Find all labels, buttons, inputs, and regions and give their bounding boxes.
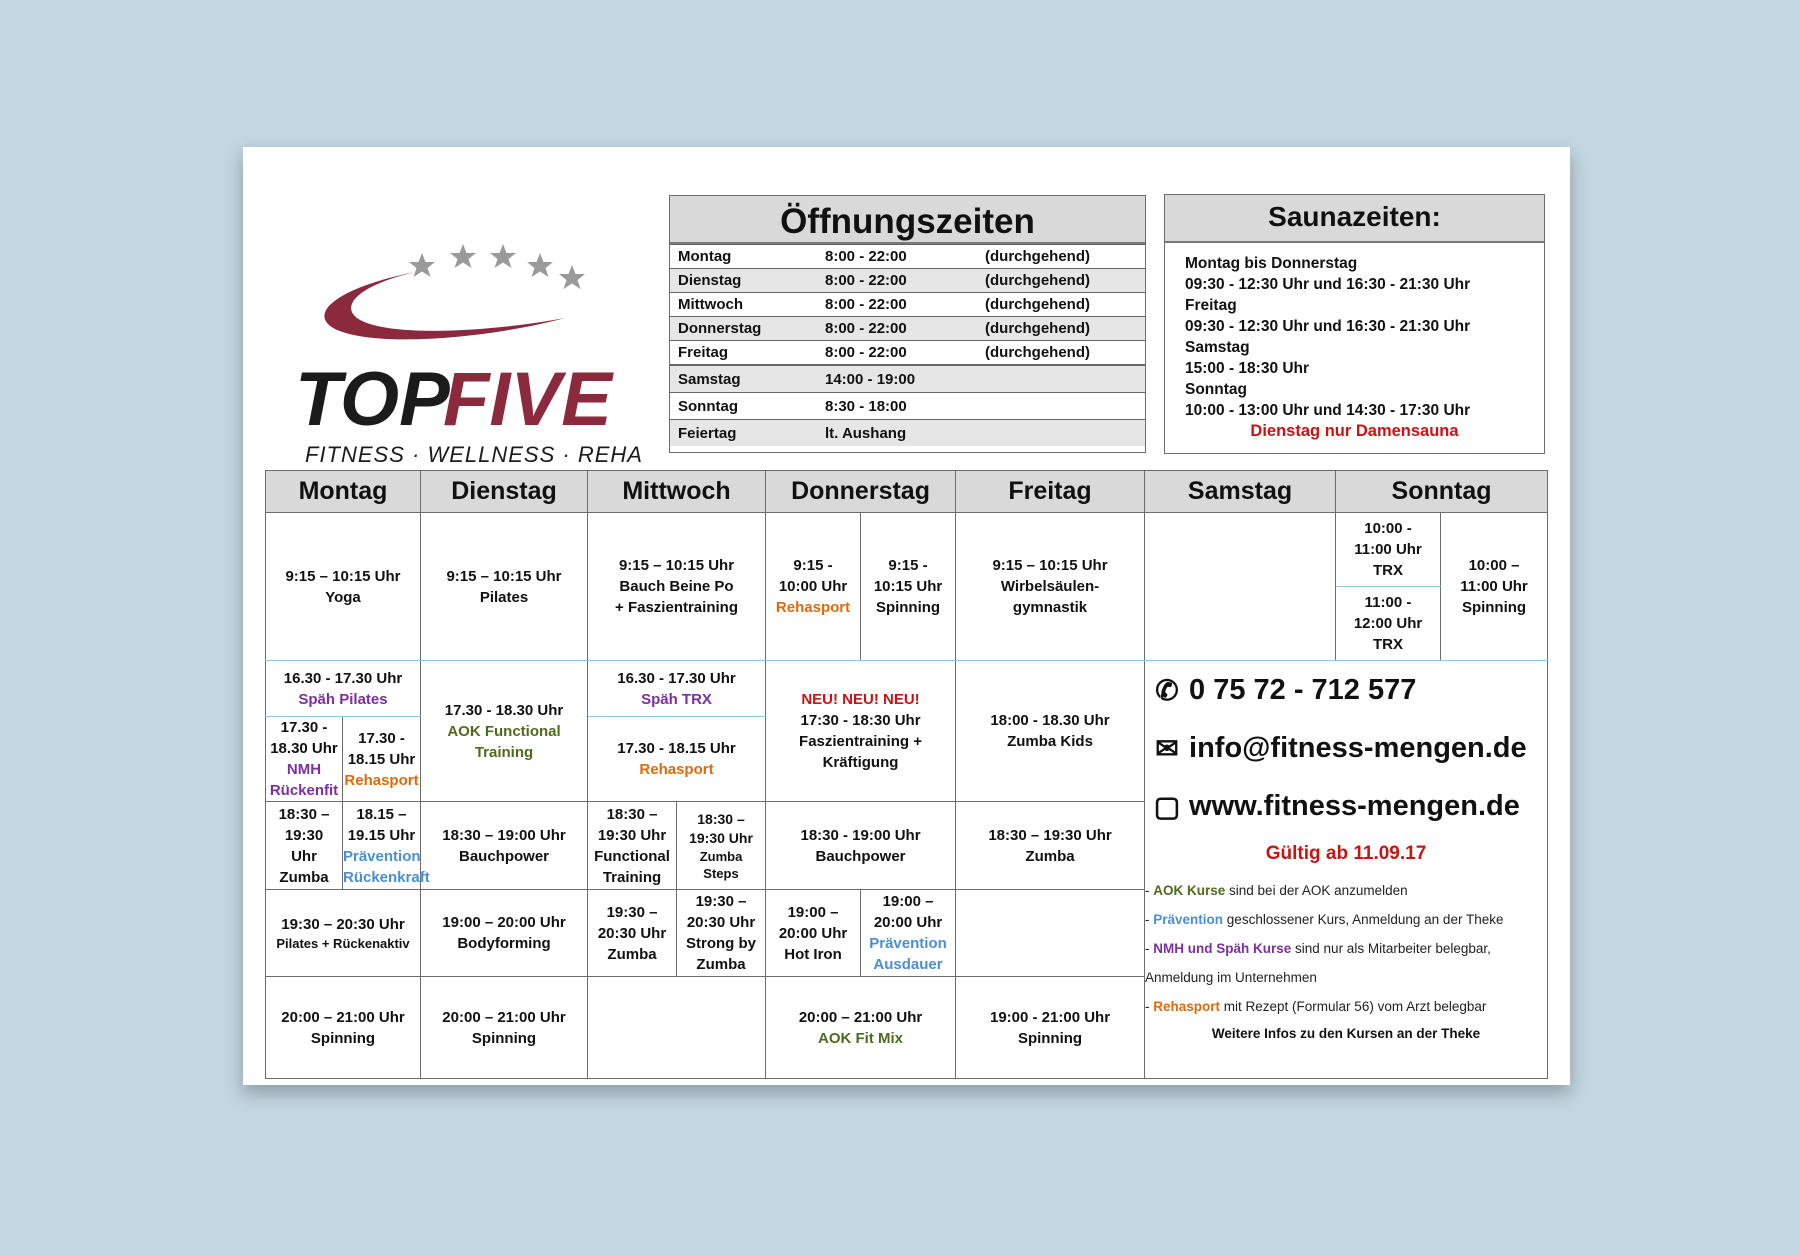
schedule-poster xyxy=(243,147,1570,1085)
course-time: 19:00 – 20:00 Uhr xyxy=(442,914,566,931)
course-time: 19:00 – xyxy=(787,903,839,921)
note-prefix: - xyxy=(1145,883,1154,898)
course-cell xyxy=(421,890,588,977)
course-name: Strong by xyxy=(686,935,756,952)
course-cell xyxy=(588,717,766,802)
note-prefix: - xyxy=(1145,999,1154,1014)
course-time: 16.30 - 17.30 Uhr xyxy=(617,669,736,687)
course-cell xyxy=(766,890,861,977)
course-time: 18:30 – 19:30 Uhr xyxy=(988,826,1112,844)
day-header-sonntag: Sonntag xyxy=(1336,471,1548,513)
course-time: 18:30 – xyxy=(278,805,330,823)
course-name: Functional xyxy=(594,847,670,865)
day-header-mittwoch: Mittwoch xyxy=(588,471,766,513)
course-cell xyxy=(588,890,677,977)
note-line xyxy=(1145,905,1547,934)
note-key: NMH und Späh Kurse xyxy=(1153,941,1292,956)
course-time: 18.15 – xyxy=(356,805,407,823)
more-info-note: Weitere Infos zu den Kursen an der Theke xyxy=(1211,1026,1481,1041)
course-name: Wirbelsäulen- xyxy=(1000,578,1100,595)
course-time: 18:30 – 19:00 Uhr xyxy=(442,826,566,844)
course-time: 19:30 Uhr xyxy=(689,829,753,846)
course-name: + Faszientraining xyxy=(615,599,738,616)
day-header-dienstag: Dienstag xyxy=(421,471,588,513)
course-time: 10:00 - xyxy=(1364,520,1412,537)
course-cell xyxy=(1336,587,1441,661)
empty-cell xyxy=(956,890,1145,977)
course-time: 9:15 – 10:15 Uhr xyxy=(446,567,562,585)
logo-tagline: FITNESS · WELLNESS · REHA xyxy=(305,442,643,467)
course-time: 18:30 – xyxy=(697,810,745,827)
course-cell xyxy=(588,661,766,717)
sauna-line: 15:00 - 18:30 Uhr xyxy=(1185,360,1310,377)
course-name: Rehasport xyxy=(344,771,419,789)
course-time: 9:15 – 10:15 Uhr xyxy=(618,557,735,574)
sauna-line: Sonntag xyxy=(1185,381,1247,398)
course-time: 20:00 – 21:00 Uhr xyxy=(442,1008,566,1026)
course-name: TRX xyxy=(1373,562,1404,579)
note-key: Prävention xyxy=(1153,912,1224,927)
course-time: 10:15 Uhr xyxy=(873,578,943,595)
course-cell xyxy=(266,890,421,977)
contact-info-area xyxy=(1145,661,1548,1079)
envelope-icon: ✉ xyxy=(1155,732,1179,764)
course-cell xyxy=(1336,513,1441,587)
course-name: Training xyxy=(602,868,662,886)
note-line xyxy=(1145,992,1547,1021)
opening-row xyxy=(670,419,1145,446)
course-cell xyxy=(266,977,421,1079)
empty-cell xyxy=(588,977,766,1079)
course-name: Zumba xyxy=(699,848,743,864)
course-name: Prävention xyxy=(343,847,421,865)
course-time: 18:30 - 19:00 Uhr xyxy=(800,826,921,844)
course-time: 10:00 – xyxy=(1468,557,1520,574)
course-time: 11:00 Uhr xyxy=(1460,578,1528,595)
course-cell xyxy=(677,802,766,890)
course-name: TRX xyxy=(1373,636,1404,653)
course-name: Ausdauer xyxy=(873,956,943,973)
course-time: 20:00 Uhr xyxy=(873,914,943,931)
opening-row xyxy=(670,392,1145,419)
course-cell xyxy=(861,513,956,661)
note-text: geschlossener Kurs, Anmeldung an der Theke xyxy=(1223,912,1504,927)
opening-day: Mittwoch xyxy=(678,296,743,313)
course-cell xyxy=(266,717,343,802)
note-key: AOK Kurse xyxy=(1153,883,1226,898)
opening-day: Montag xyxy=(678,248,732,265)
course-cell xyxy=(766,977,956,1079)
opening-row xyxy=(670,292,1145,316)
course-name: Spinning xyxy=(1017,1029,1083,1047)
web-line xyxy=(1145,777,1547,835)
course-name: AOK Fit Mix xyxy=(818,1029,904,1047)
course-name: Zumba xyxy=(607,945,657,963)
course-name: NMH xyxy=(286,761,322,778)
day-header-freitag: Freitag xyxy=(956,471,1145,513)
course-cell xyxy=(1441,513,1548,661)
course-time: 20:00 Uhr xyxy=(778,924,848,942)
course-time: 19:30 xyxy=(284,826,324,844)
opening-hours-title: Öffnungszeiten xyxy=(670,196,1145,244)
course-cell xyxy=(266,802,343,890)
course-cell xyxy=(588,513,766,661)
course-name: Späh Pilates xyxy=(298,690,388,708)
opening-time: 8:00 - 22:00 xyxy=(825,248,907,265)
note-line xyxy=(1145,876,1547,905)
top-five-logo xyxy=(265,180,665,470)
course-name: Spinning xyxy=(471,1029,537,1047)
note-prefix: - xyxy=(1145,912,1154,927)
course-time: 18:30 – xyxy=(606,805,658,823)
opening-day: Feiertag xyxy=(678,424,737,442)
course-name: Steps xyxy=(703,865,739,881)
course-name: Zumba xyxy=(1025,847,1075,865)
logo-graphic xyxy=(265,180,665,470)
opening-note: (durchgehend) xyxy=(985,296,1090,313)
day-header-montag: Montag xyxy=(266,471,421,513)
course-name: Späh TRX xyxy=(641,690,712,708)
note-text: mit Rezept (Formular 56) vom Arzt belegbar xyxy=(1220,999,1487,1014)
website-url[interactable]: www.fitness-mengen.de xyxy=(1189,789,1520,822)
note-text: sind nur als Mitarbeiter belegbar, xyxy=(1291,941,1491,956)
course-time: 20:00 – 21:00 Uhr xyxy=(281,1008,405,1026)
note-prefix: - xyxy=(1145,941,1154,956)
course-name: Faszientraining + xyxy=(799,733,922,750)
course-name: Bodyforming xyxy=(457,935,551,952)
course-time: 12:00 Uhr xyxy=(1353,615,1423,632)
course-cell xyxy=(677,890,766,977)
course-time: 19.15 Uhr xyxy=(347,826,416,844)
course-name: Bauch Beine Po xyxy=(619,578,734,595)
note-key: Rehasport xyxy=(1153,999,1221,1014)
opening-day: Freitag xyxy=(678,344,729,361)
opening-time: 8:30 - 18:00 xyxy=(825,397,907,415)
course-name: Rückenfit xyxy=(269,782,339,799)
opening-row xyxy=(670,316,1145,340)
course-name: Pilates xyxy=(479,588,529,606)
phone-number: 0 75 72 - 712 577 xyxy=(1189,673,1417,706)
opening-time: 14:00 - 19:00 xyxy=(825,370,916,388)
course-cell xyxy=(421,977,588,1079)
course-name: AOK Functional xyxy=(447,722,561,740)
course-cell xyxy=(343,717,421,802)
course-cell xyxy=(956,661,1145,802)
sauna-note: Dienstag nur Damensauna xyxy=(1250,422,1459,440)
course-time: 17.30 - 18.15 Uhr xyxy=(617,740,736,757)
sauna-line: 09:30 - 12:30 Uhr und 16:30 - 21:30 Uhr xyxy=(1185,318,1471,335)
empty-cell xyxy=(1145,513,1336,661)
opening-day: Dienstag xyxy=(678,272,742,289)
logo-name-top: TOP xyxy=(295,357,450,442)
course-name: Prävention xyxy=(869,935,947,952)
course-cell xyxy=(421,513,588,661)
sauna-line: 10:00 - 13:00 Uhr und 14:30 - 17:30 Uhr xyxy=(1185,402,1471,419)
sauna-lines xyxy=(1165,243,1544,442)
course-name: Zumba Kids xyxy=(1007,733,1093,750)
new-badge: NEU! NEU! NEU! xyxy=(801,691,920,708)
course-time: 20:30 Uhr xyxy=(597,924,667,942)
computer-icon: ▢ xyxy=(1153,790,1181,822)
course-time: 20:30 Uhr xyxy=(686,914,756,931)
course-name: Pilates + Rückenaktiv xyxy=(276,936,410,951)
sauna-line: Freitag xyxy=(1185,297,1237,314)
opening-day: Sonntag xyxy=(678,397,738,415)
sauna-hours-box xyxy=(1164,194,1545,454)
course-cell xyxy=(956,513,1145,661)
course-time: 16.30 - 17.30 Uhr xyxy=(283,669,403,687)
course-name: Training xyxy=(474,743,534,761)
course-time: 19:30 – 20:30 Uhr xyxy=(281,916,405,933)
course-cell xyxy=(343,802,430,890)
course-name: Bauchpower xyxy=(458,847,549,865)
course-time: 19:00 - 21:00 Uhr xyxy=(989,1008,1111,1026)
course-cell xyxy=(956,977,1145,1079)
opening-hours-list xyxy=(670,244,1145,446)
phone-icon: ✆ xyxy=(1155,674,1179,706)
course-name: Rehasport xyxy=(639,761,714,778)
course-cell xyxy=(766,513,861,661)
course-time: 19:30 Uhr xyxy=(597,826,667,844)
opening-day: Donnerstag xyxy=(678,320,762,337)
course-cell xyxy=(588,802,677,890)
course-time: 9:15 - xyxy=(888,557,928,574)
course-cell xyxy=(266,513,421,661)
course-time: 19:00 – xyxy=(882,893,934,910)
course-time: 18.15 Uhr xyxy=(347,750,416,768)
course-cell xyxy=(861,890,956,977)
course-time: 11:00 Uhr xyxy=(1354,541,1422,558)
course-time: 10:00 Uhr xyxy=(778,578,848,595)
course-name: Rückenkraft xyxy=(343,868,430,886)
note-line xyxy=(1145,963,1547,992)
course-cell xyxy=(266,661,421,717)
course-name: Yoga xyxy=(325,588,361,606)
course-name: Rehasport xyxy=(775,599,851,616)
opening-time: 8:00 - 22:00 xyxy=(825,296,907,313)
course-time: 17:30 - 18:30 Uhr xyxy=(800,712,921,729)
note-text: sind bei der AOK anzumelden xyxy=(1225,883,1408,898)
note-line xyxy=(1145,934,1547,963)
course-name: Spinning xyxy=(310,1029,376,1047)
course-time: 9:15 - xyxy=(793,557,833,574)
course-name: Bauchpower xyxy=(815,847,906,865)
valid-from: Gültig ab 11.09.17 xyxy=(1265,843,1427,864)
opening-note: (durchgehend) xyxy=(985,248,1090,265)
course-cell xyxy=(956,802,1145,890)
opening-time: 8:00 - 22:00 xyxy=(825,272,907,289)
course-cell xyxy=(766,802,956,890)
sauna-line: Samstag xyxy=(1185,339,1250,356)
course-name: Zumba xyxy=(279,868,329,886)
course-time: 19:30 – xyxy=(606,903,658,921)
sauna-title: Saunazeiten: xyxy=(1165,195,1544,243)
opening-row xyxy=(670,340,1145,364)
course-time: 11:00 - xyxy=(1364,594,1412,611)
course-cell xyxy=(421,661,588,802)
course-name: Spinning xyxy=(875,599,941,616)
note-text: Anmeldung im Unternehmen xyxy=(1145,970,1317,985)
course-time: 9:15 – 10:15 Uhr xyxy=(992,557,1108,574)
day-header-donnerstag: Donnerstag xyxy=(766,471,956,513)
opening-note: (durchgehend) xyxy=(985,272,1090,289)
opening-note: (durchgehend) xyxy=(985,320,1090,337)
day-header-samstag: Samstag xyxy=(1145,471,1336,513)
email-line xyxy=(1145,719,1547,777)
course-name: Kräftigung xyxy=(822,754,899,771)
course-name: Zumba xyxy=(696,956,746,973)
course-time: 17.30 - 18.30 Uhr xyxy=(444,701,564,719)
sauna-line: Montag bis Donnerstag xyxy=(1185,255,1358,272)
course-cell xyxy=(421,802,588,890)
course-time: Uhr xyxy=(291,847,317,865)
opening-day: Samstag xyxy=(678,370,741,388)
logo-swoosh xyxy=(324,272,565,339)
opening-time: 8:00 - 22:00 xyxy=(825,344,907,361)
opening-hours-box xyxy=(669,195,1146,453)
opening-row xyxy=(670,244,1145,268)
opening-time: lt. Aushang xyxy=(825,424,907,442)
opening-note: (durchgehend) xyxy=(985,344,1090,361)
course-cell xyxy=(766,661,956,802)
opening-row xyxy=(670,364,1145,392)
phone-line xyxy=(1145,661,1547,719)
course-time: 17.30 - xyxy=(280,719,328,736)
course-time: 17.30 - xyxy=(358,729,405,747)
opening-time: 8:00 - 22:00 xyxy=(825,320,907,337)
course-time: 19:30 – xyxy=(695,893,747,910)
course-name: Hot Iron xyxy=(784,945,842,963)
logo-name-five: FIVE xyxy=(443,357,612,442)
opening-row xyxy=(670,268,1145,292)
course-schedule-table xyxy=(265,470,1548,1079)
course-time: 18:00 - 18.30 Uhr xyxy=(990,712,1110,729)
course-time: 20:00 – 21:00 Uhr xyxy=(798,1008,923,1026)
course-time: 9:15 – 10:15 Uhr xyxy=(285,567,401,585)
email-address[interactable]: info@fitness-mengen.de xyxy=(1189,731,1527,764)
course-time: 18.30 Uhr xyxy=(270,740,338,757)
course-name: Spinning xyxy=(1461,599,1527,616)
course-name: gymnastik xyxy=(1012,599,1088,616)
sauna-line: 09:30 - 12:30 Uhr und 16:30 - 21:30 Uhr xyxy=(1185,276,1471,293)
logo-stars xyxy=(409,244,585,289)
